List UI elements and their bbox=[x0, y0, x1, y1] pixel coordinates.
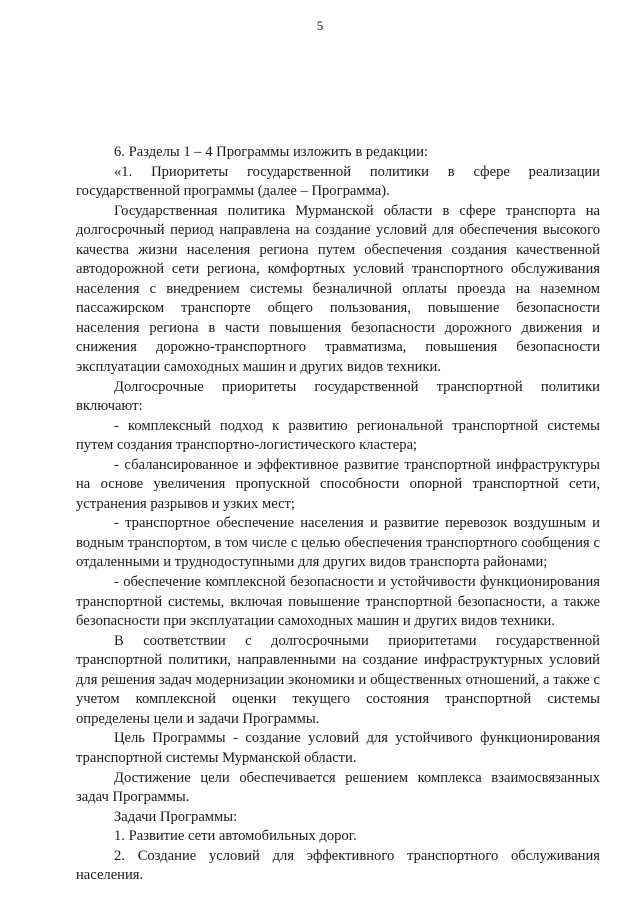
page-number: 5 bbox=[316, 18, 324, 33]
paragraph-program-goal: Цель Программы - создание условий для устойчивого функционирования транспортной системы Мурманской области. bbox=[76, 730, 600, 766]
paragraph-tasks-heading: Задачи Программы: bbox=[114, 808, 238, 825]
list-item-logistics-cluster: - комплексный подход к развитию региональной транспортной системы путем создания транспортно-логистического кластера; bbox=[76, 417, 600, 454]
task-item-transport-service: 2. Создание условий для эффективного транспортного обслуживания населения. bbox=[76, 847, 600, 884]
list-item-safety: - обеспечение комплексной безопасности и устойчивости функционирования транспортной системы, включая повышение транспортной безопасности, а также безопасности при эксплуатации самоходных машин и других видов техники. bbox=[76, 574, 600, 630]
list-item-air-water-transport: - транспортное обеспечение населения и развитие перевозок воздушным и водным транспортом, в том числе с целью обеспечения транспортного сообщения с отдаленными и труднодоступными для других видов транспорта районами; bbox=[76, 515, 600, 571]
paragraph-section-intro: 6. Разделы 1 – 4 Программы изложить в редакции: bbox=[114, 144, 428, 160]
paragraph-goal-achievement: Достижение цели обеспечивается решением комплекса взаимосвязанных задач Программы. bbox=[76, 769, 600, 806]
document-body bbox=[76, 143, 600, 886]
paragraph-long-term-priorities: Долгосрочные приоритеты государственной транспортной политики включают: bbox=[76, 378, 600, 415]
paragraph-goals-determined: В соответствии с долгосрочными приоритетами государственной транспортной политики, направленными на создание инфраструктурных условий для решения задач модернизации экономики и общественных отношений, а также с учетом комплексной оценки текущего состояния транспортной системы определены цели и задачи Программы. bbox=[76, 632, 600, 727]
paragraph-state-policy: Государственная политика Мурманской области в сфере транспорта на долгосрочный период направлена на создание условий для обеспечения высокого качества жизни населения региона путем обеспечения создания качественной автодорожной сети региона, комфортных условий транспортного обслуживания населения с внедрением системы безналичной оплаты проезда на наземном пассажирском транспорте общего пользования, повышение безопасности населения региона в части повышения безопасности дорожного движения и снижения дорожно-транспортного травматизма, повышения безопасности эксплуатации самоходных машин и других видов техники. bbox=[76, 202, 600, 376]
paragraph-priorities-heading: «1. Приоритеты государственной политики в сфере реализации государственной программы (далее – Программа). bbox=[76, 163, 600, 200]
task-item-road-network: 1. Развитие сети автомобильных дорог. bbox=[114, 828, 357, 845]
list-item-balanced-development: - сбалансированное и эффективное развитие транспортной инфраструктуры на основе увеличения пропускной способности опорной транспортной сети, устранения разрывов и узких мест; bbox=[76, 456, 600, 512]
